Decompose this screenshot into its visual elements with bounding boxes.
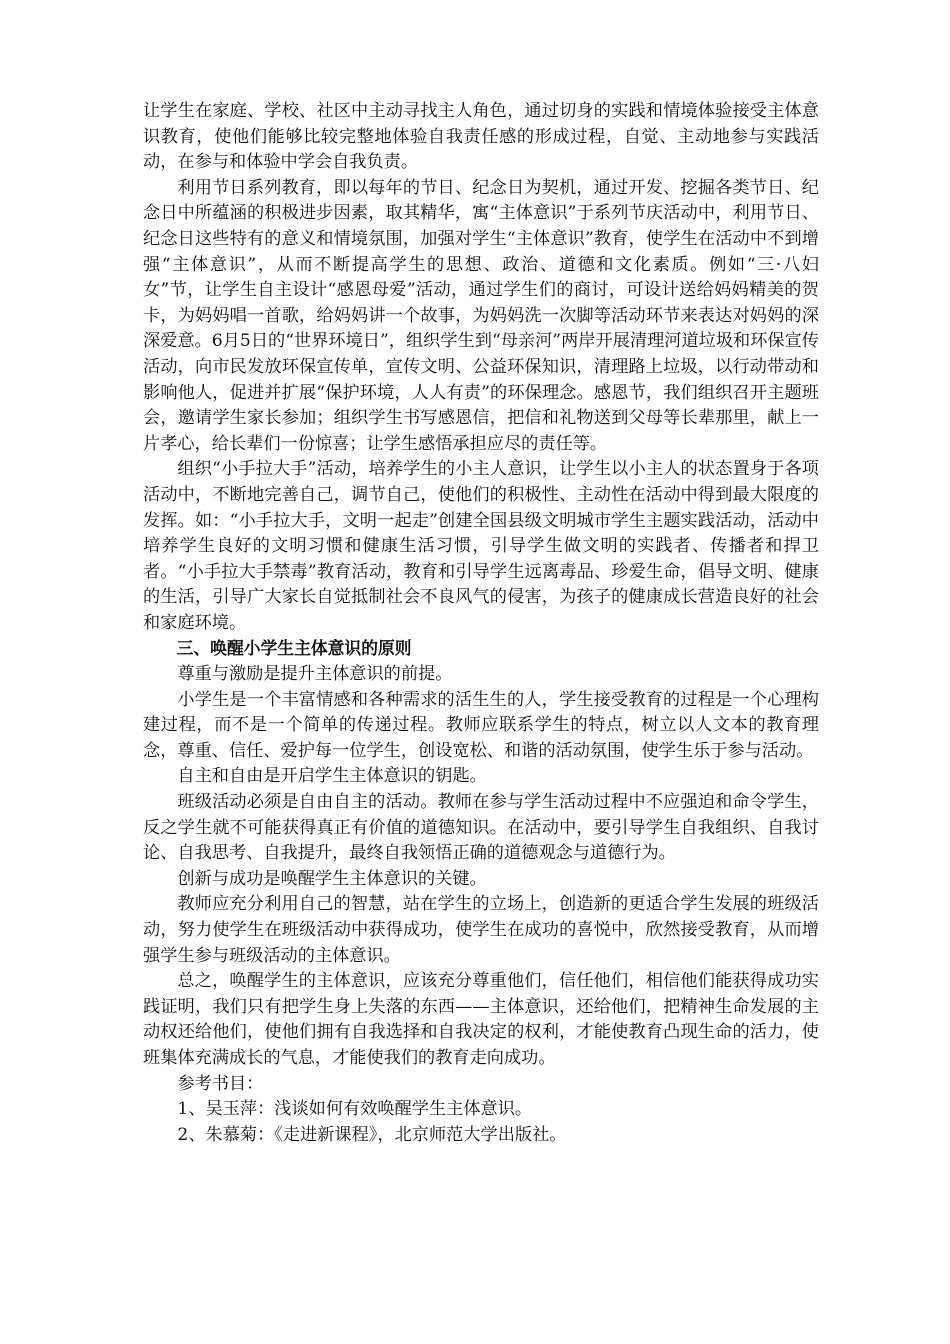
paragraph-role-practice: 让学生在家庭、学校、社区中主动寻找主人角色，通过切身的实践和情境体验接受主体意识教育，使他们能够比较完整地体验自我责任感的形成过程，自觉、主动地参与实践活动，在参与和体验中学会自我负责。 (143, 101, 819, 173)
paragraph-autonomy: 班级活动必须是自由自主的活动。教师在参与学生活动过程中不应强迫和命令学生，反之学生就不可能获得真正有价值的道德知识。在活动中，要引导学生自我组织、自我讨论、自我思考、自我提升，最终自我领悟正确的道德观念与道德行为。 (143, 792, 819, 864)
reference-item-1: 1、吴玉萍：浅谈如何有效唤醒学生主体意识。 (177, 1099, 533, 1120)
document-body (143, 99, 819, 1148)
section-heading-principles: 三、唤醒小学生主体意识的原则 (176, 638, 412, 659)
reference-item-2: 2、朱慕菊：《走进新课程》，北京师范大学出版社。 (177, 1124, 567, 1145)
paragraph-conclusion: 总之，唤醒学生的主体意识，应该充分尊重他们，信任他们，相信他们能获得成功实践证明，我们只有把学生身上失落的东西——主体意识，还给他们，把精神生命发展的主动权还给他们，使他们拥有自我选择和自我决定的权利，才能使教育凸现生命的活力，使班集体充满成长的气息，才能使我们的教育走向成功。 (143, 971, 819, 1068)
references-heading: 参考书目： (177, 1073, 264, 1094)
paragraph-innovation: 教师应充分利用自己的智慧，站在学生的立场上，创造新的更适合学生发展的班级活动，努力使学生在班级活动中获得成功，使学生在成功的喜悦中，欣然接受教育，从而增强学生参与班级活动的主体意识。 (143, 894, 819, 966)
paragraph-small-hands-activity: 组织“小手拉大手”活动，培养学生的小主人意识，让学生以小主人的状态置身于各项活动中，不断地完善自己，调节自己，使他们的积极性、主动性在活动中得到最大限度的发挥。如：“小手拉大手，文明一起走”创建全国县级文明城市学生主题实践活动，活动中培养学生良好的文明习惯和健康生活习惯，引导学生做文明的实践者、传播者和捍卫者。“小手拉大手禁毒”教育活动，教育和引导学生远离毒品、珍爱生命，倡导文明、健康的生活，引导广大家长自觉抵制社会不良风气的侵害，为孩子的健康成长营造良好的社会和家庭环境。 (143, 459, 819, 633)
principle-autonomy-title: 自主和自由是开启学生主体意识的钥匙。 (177, 766, 487, 787)
paragraph-respect: 小学生是一个丰富情感和各种需求的活生生的人，学生接受教育的过程是一个心理构建过程，而不是一个简单的传递过程。教师应联系学生的特点，树立以人文本的教育理念，尊重、信任、爱护每一位学生，创设宽松、和谐的活动氛围，使学生乐于参与活动。 (143, 689, 819, 761)
principle-respect-title: 尊重与激励是提升主体意识的前提。 (177, 664, 453, 685)
principle-innovation-title: 创新与成功是唤醒学生主体意识的关键。 (177, 868, 487, 889)
paragraph-festival-education: 利用节日系列教育，即以每年的节日、纪念日为契机，通过开发、挖掘各类节日、纪念日中所蕴涵的积极进步因素，取其精华，寓“主体意识”于系列节庆活动中，利用节日、纪念日这些特有的意义和情境氛围，加强对学生“主体意识”教育，使学生在活动中不到增强“主体意识”，从而不断提高学生的思想、政治、道德和文化素质。例如“三·八妇女”节，让学生自主设计“感恩母爱”活动，通过学生们的商讨，可设计送给妈妈精美的贺卡，为妈妈唱一首歌，给妈妈讲一个故事，为妈妈洗一次脚等活动环节来表达对妈妈的深深爱意。6月5日的“世界环境日”，组织学生到“母亲河”两岸开展清理河道垃圾和环保宣传活动，向市民发放环保宣传单，宣传文明、公益环保知识，清理路上垃圾，以行动带动和影响他人，促进并扩展“保护环境，人人有责”的环保理念。感恩节，我们组织召开主题班会，邀请学生家长参加；组织学生书写感恩信，把信和礼物送到父母等长辈那里，献上一片孝心，给长辈们一份惊喜；让学生感悟承担应尽的责任等。 (143, 177, 819, 454)
